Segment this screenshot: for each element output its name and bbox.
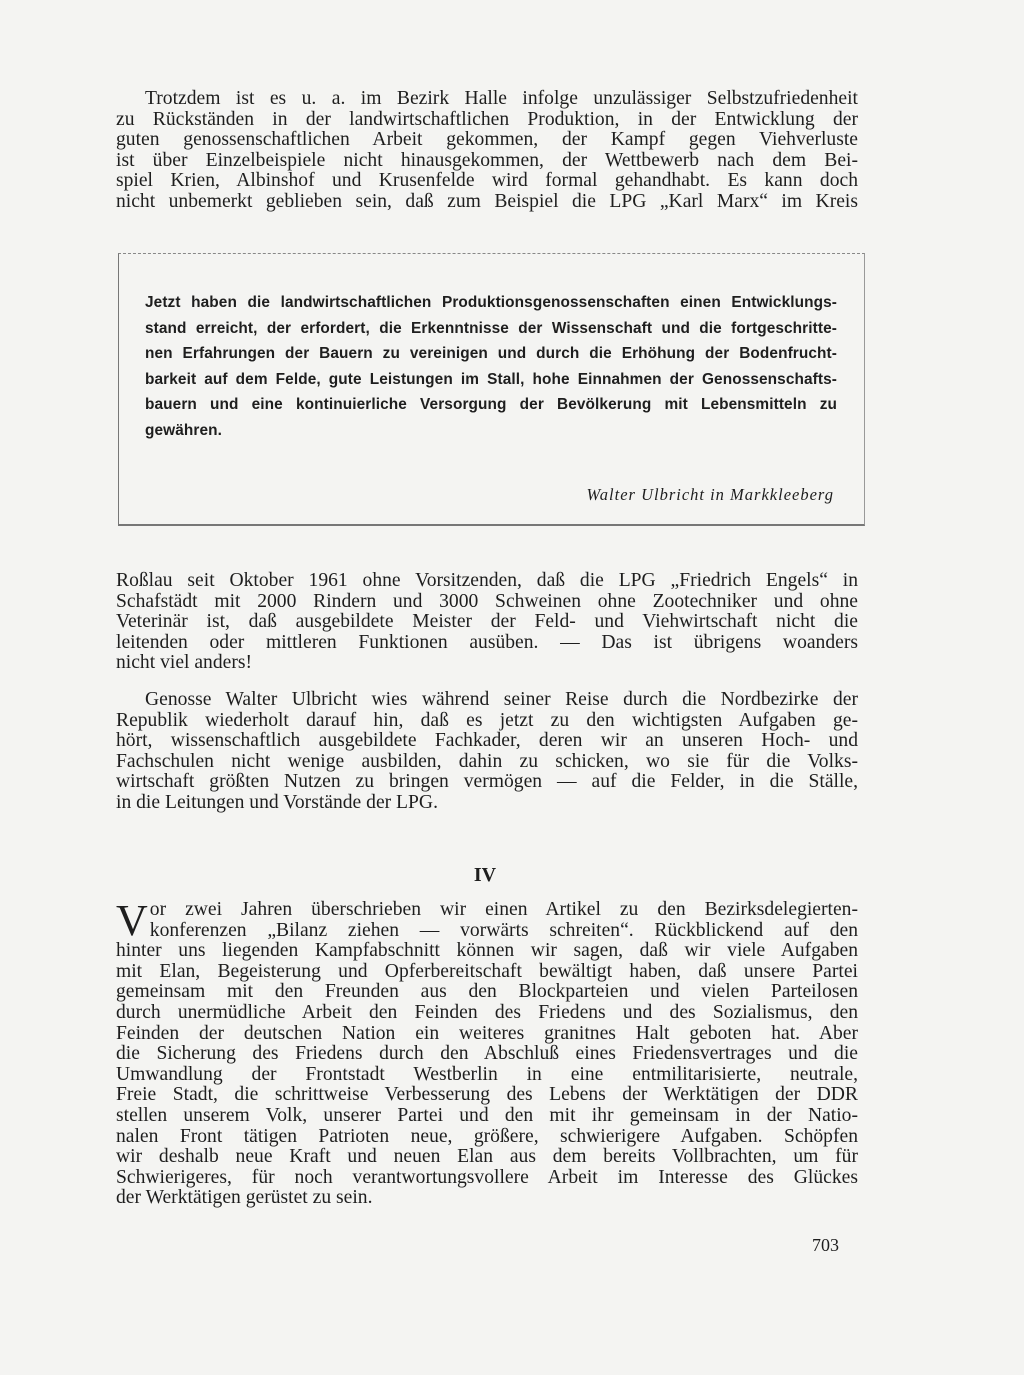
drop-cap: V <box>116 896 148 945</box>
paragraph-3 <box>116 690 858 814</box>
text-line: hinter uns liegenden Kampfabschnitt können wir sagen, daß wir viele Aufgaben <box>116 940 858 962</box>
text-line: Schafstädt mit 2000 Rindern und 3000 Schweinen ohne Zootechniker und ohne <box>116 590 858 612</box>
text-line: gemeinsam mit den Freunden aus den Blockparteien und vielen Parteilosen <box>116 981 858 1003</box>
text-line: leitenden oder mittleren Funktionen ausüben. — Das ist übrigens woanders <box>116 631 858 653</box>
quote-line: bauern und eine kontinuierliche Versorgung der Bevölkerung mit Lebensmitteln zu <box>145 396 837 414</box>
quote-box <box>118 253 865 526</box>
text-line: nalen Front tätigen Patrioten neue, größere, schwierigere Aufgaben. Schöpfen <box>116 1125 858 1147</box>
text-line: Fachschulen nicht wenige ausbilden, dahin zu schicken, wo sie für die Volks- <box>116 750 858 772</box>
text-line: stellen unserem Volk, unserer Partei und den mit ihr gemeinsam in der Natio- <box>116 1104 858 1126</box>
text-line: wir deshalb neue Kraft und neuen Elan aus dem bereits Vollbrachten, um für <box>116 1146 858 1168</box>
text-line: durch unermüdliche Arbeit den Feinden des Friedens und des Sozialismus, den <box>116 1001 858 1023</box>
text-line: Genosse Walter Ulbricht wies während seiner Reise durch die Nordbezirke der <box>145 689 858 710</box>
page-number: 703 <box>812 1235 839 1255</box>
quote-line: gewähren. <box>145 421 223 439</box>
text-line: die Sicherung des Friedens durch den Abschluß eines Friedensvertrages und die <box>116 1043 858 1065</box>
quote-line: barkeit auf dem Felde, gute Leistungen im Stall, hohe Einnahmen der Genossenschafts- <box>145 370 837 388</box>
text-line: Feinden der deutschen Nation ein weiteres granitnes Halt geboten hat. Aber <box>116 1022 858 1044</box>
text-line: spiel Krien, Albinshof und Krusenfelde wird formal gehandhabt. Es kann doch <box>116 170 858 192</box>
text-line: der Werktätigen gerüstet zu sein. <box>116 1187 373 1209</box>
text-line: guten genossenschaftlichen Arbeit gekommen, der Kampf gegen Viehverluste <box>116 129 858 151</box>
text-line: nicht unbemerkt geblieben sein, daß zum Beispiel die LPG „Karl Marx“ im Kreis <box>116 190 858 212</box>
text-line: Roßlau seit Oktober 1961 ohne Vorsitzenden, daß die LPG „Friedrich Engels“ in <box>116 570 858 591</box>
text-line: Schwierigeres, für noch verantwortungsvollere Arbeit im Interesse des Glückes <box>116 1166 858 1188</box>
text-line: konferenzen „Bilanz ziehen — vorwärts schreiten“. Rückblickend auf den <box>149 919 858 941</box>
text-line: hört, wissenschaftlich ausgebildete Fachkader, deren wir an unseren Hoch- und <box>116 730 858 752</box>
quote-text <box>145 290 837 444</box>
text-line: wirtschaft größten Nutzen zu bringen vermögen — auf die Felder, in die Ställe, <box>116 771 858 793</box>
quote-line: nen Erfahrungen der Bauern zu vereinigen und durch die Erhöhung der Bodenfrucht- <box>145 345 837 363</box>
text-line: Trotzdem ist es u. a. im Bezirk Halle infolge unzulässiger Selbstzufriedenheit <box>145 88 858 109</box>
text-line: Freie Stadt, die schrittweise Verbesserung des Lebens der Werktätigen der DDR <box>116 1084 858 1106</box>
text-line: Veterinär ist, daß ausgebildete Meister der Feld- und Viehwirtschaft nicht die <box>116 611 858 633</box>
text-line: Umwandlung der Frontstadt Westberlin in eine entmilitarisierte, neutrale, <box>116 1063 858 1085</box>
text-line: zu Rückständen in der landwirtschaftlichen Produktion, in der Entwicklung der <box>116 108 858 130</box>
text-line: in die Leitungen und Vorstände der LPG. <box>116 791 438 813</box>
paragraph-2 <box>116 571 858 674</box>
text-line: ist über Einzelbeispiele nicht hinausgekommen, der Wettbewerb nach dem Bei- <box>116 149 858 171</box>
paragraph-1 <box>116 89 858 213</box>
quote-line: Jetzt haben die landwirtschaftlichen Produktionsgenossenschaften einen Entwicklungs- <box>145 294 837 311</box>
text-line: Republik wiederholt darauf hin, daß es jetzt zu den wichtigsten Aufgaben ge- <box>116 709 858 731</box>
text-line: nicht viel anders! <box>116 652 253 674</box>
paragraph-4 <box>116 896 858 1209</box>
text-line: or zwei Jahren überschrieben wir einen Artikel zu den Bezirksdelegierten- <box>149 899 858 920</box>
quote-line: stand erreicht, der erfordert, die Erkenntnisse der Wissenschaft und die fortgeschritte- <box>145 319 837 337</box>
section-heading: IV <box>473 864 497 886</box>
text-line: mit Elan, Begeisterung und Opferbereitschaft bewältigt haben, daß unsere Partei <box>116 960 858 982</box>
quote-attribution: Walter Ulbricht in Markkleeberg <box>586 485 834 504</box>
